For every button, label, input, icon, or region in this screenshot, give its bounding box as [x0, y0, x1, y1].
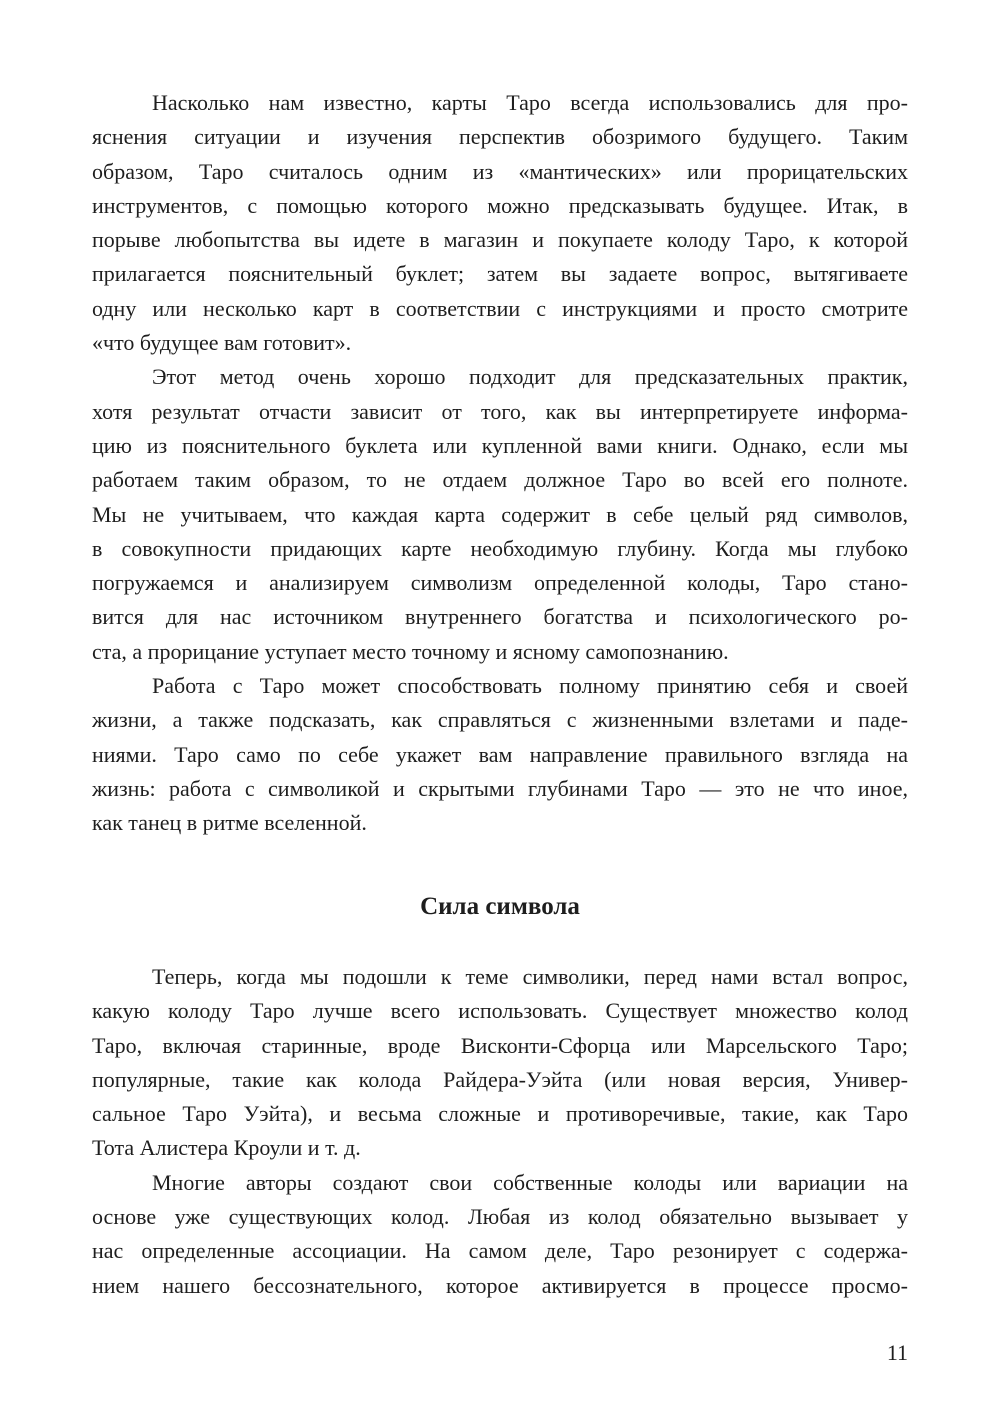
- page-number: 11: [886, 1340, 908, 1365]
- text-line: популярные, такие как колода Райдера-Уэйта (или новая версия, Универ-: [92, 1066, 908, 1092]
- text-line: жизнь: работа с символикой и скрытыми глубинами Таро — это не что иное,: [92, 775, 908, 801]
- text-line: инструментов, с помощью которого можно предсказывать будущее. Итак, в: [92, 192, 908, 218]
- text-line: Насколько нам известно, карты Таро всегда использовались для про-: [152, 90, 908, 115]
- text-line: в совокупности придающих карте необходимую глубину. Когда мы глубоко: [92, 535, 908, 561]
- text-line: хотя результат отчасти зависит от того, как вы интерпретируете информа-: [92, 398, 908, 424]
- paragraph: [92, 86, 908, 360]
- paragraph: [92, 960, 908, 1166]
- text-line: какую колоду Таро лучше всего использовать. Существует множество колод: [92, 998, 908, 1024]
- text-line: цию из пояснительного буклета или купленной вами книги. Однако, если мы: [92, 432, 908, 458]
- text-line: Таро, включая старинные, вроде Висконти-Сфорца или Марсельского Таро;: [92, 1032, 908, 1058]
- text-line: ниями. Таро само по себе укажет вам направление правильного взгляда на: [92, 741, 908, 767]
- text-line: Мы не учитываем, что каждая карта содержит в себе целый ряд символов,: [92, 501, 908, 527]
- text-line: порыве любопытства вы идете в магазин и покупаете колоду Таро, к которой: [92, 227, 908, 253]
- text-line: жизни, а также подсказать, как справляться с жизненными взлетами и паде-: [92, 707, 908, 733]
- text-line: образом, Таро считалось одним из «мантических» или прорицательских: [92, 158, 908, 184]
- text-line: Этот метод очень хорошо подходит для предсказательных практик,: [152, 364, 908, 390]
- text-line: одну или несколько карт в соответствии с инструкциями и просто смотрите: [92, 295, 908, 321]
- section-1-text: [92, 86, 908, 841]
- section-2-text: [92, 960, 908, 1303]
- text-line: яснения ситуации и изучения перспектив обозримого будущего. Таким: [92, 124, 908, 150]
- text-line: ста, а прорицание уступает место точному и ясному самопознанию.: [92, 638, 729, 664]
- text-line: нием нашего бессознательного, которое активируется в процессе просмо-: [92, 1272, 908, 1298]
- text-line: Работа с Таро может способствовать полному принятию себя и своей: [152, 673, 908, 699]
- text-line: прилагается пояснительный буклет; затем вы задаете вопрос, вытягиваете: [92, 261, 908, 287]
- text-line: Теперь, когда мы подошли к теме символики, перед нами встал вопрос,: [152, 964, 908, 989]
- paragraph: [92, 669, 908, 840]
- paragraph: [92, 360, 908, 669]
- text-line: сальное Таро Уэйта), и весьма сложные и противоречивые, такие, как Таро: [92, 1101, 908, 1127]
- text-line: Тота Алистера Кроули и т. д.: [92, 1135, 361, 1161]
- text-line: вится для нас источником внутреннего богатства и психологического ро-: [92, 604, 908, 630]
- paragraph: [92, 1166, 908, 1303]
- text-line: нас определенные ассоциации. На самом деле, Таро резонирует с содержа-: [92, 1238, 908, 1264]
- text-line: погружаемся и анализируем символизм определенной колоды, Таро стано-: [92, 570, 908, 596]
- section-heading: Сила символа: [420, 893, 580, 920]
- text-line: основе уже существующих колод. Любая из колод обязательно вызывает у: [92, 1204, 908, 1230]
- text-line: «что будущее вам готовит».: [92, 330, 352, 356]
- text-line: Многие авторы создают свои собственные колоды или вариации на: [152, 1169, 908, 1195]
- text-line: работаем таким образом, то не отдаем должное Таро во всей его полноте.: [92, 467, 908, 493]
- text-line: как танец в ритме вселенной.: [92, 810, 367, 836]
